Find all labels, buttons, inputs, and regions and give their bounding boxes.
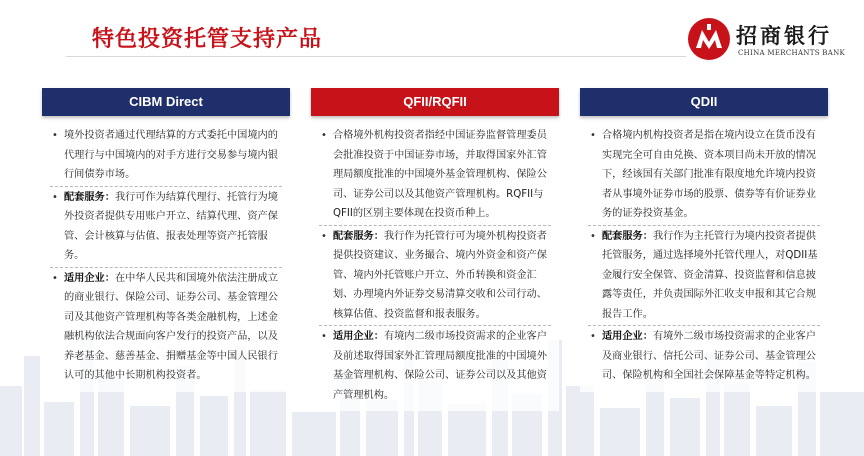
column-body — [311, 122, 559, 411]
bullet-dot-icon: • — [590, 331, 596, 342]
bullet-dot-icon: • — [321, 130, 327, 141]
bullet-dot-icon: • — [52, 130, 58, 141]
bullet-dot-icon: • — [590, 130, 596, 141]
dashed-divider — [319, 325, 551, 326]
bullet-item: • 配套服务：我行作为主托管行为境内投资者提供托管服务，通过选择境外托管代理人，对QDII基金履行安全保管、资金清算、投资监督和信息披露等责任，并负责国际外汇收支申报和其它合规报告工作。 — [588, 227, 820, 325]
dashed-divider — [588, 225, 820, 226]
cmb-logo-icon — [686, 16, 732, 62]
bullet-item: • 合格境内机构投资者是指在境内设立在货币没有实现完全可自由兑换、资本项目尚未开放的情况下，经该国有关部门批准有限度地允许境内投资者从事境外证券市场的股票、债券等有价证券业务的证券投资基金。 — [588, 126, 820, 224]
bullet-item: • 配套服务：我行可作为结算代理行、托管行为境外投资者提供专用账户开立、结算代理、资产保管、会计核算与估值、报表处理等资产托管服务。 — [50, 188, 282, 266]
column-qdii — [580, 88, 828, 392]
column-body — [580, 122, 828, 392]
bank-logo — [686, 16, 856, 66]
dashed-divider — [319, 225, 551, 226]
column-body — [42, 122, 290, 392]
dashed-divider — [588, 325, 820, 326]
dashed-divider — [50, 186, 282, 187]
bullet-dot-icon: • — [52, 191, 58, 203]
bullet-item: • 境外投资者通过代理结算的方式委托中国境内的代理行与中国境内的对手方进行交易参与境内银行间债券市场。 — [50, 126, 282, 185]
bullet-item: • 适用企业：在中华人民共和国境外依法注册成立的商业银行、保险公司、证券公司、基金管理公司及其他资产管理机构等各类金融机构，上述金融机构依法合规面向客户发行的投资产品，以及养老基金、慈善基金、捐赠基金等中国人民银行认可的其他中长期机构投资者。 — [50, 269, 282, 386]
bullet-dot-icon: • — [52, 272, 58, 284]
dashed-divider — [50, 267, 282, 268]
bullet-dot-icon: • — [321, 331, 327, 342]
page-title: 特色投资托管支持产品 — [92, 27, 323, 52]
column-header: CIBM Direct — [42, 88, 290, 116]
column-qfii-rqfii — [311, 88, 559, 411]
column-header: QFII/RQFII — [311, 88, 559, 116]
bullet-item: • 配套服务：我行作为托管行可为境外机构投资者提供投资建议、业务撮合、境内外资金和资产保管、境内外托管账户开立、外币转换和资金汇划、办理境内外证券交易清算交收和公司行动、核算估值、投资监督和报表服务。 — [319, 227, 551, 325]
logo-english-name: CHINA MERCHANTS BANK — [738, 49, 846, 57]
bullet-item: • 合格境外机构投资者指经中国证券监督管理委员会批准投资于中国证券市场，并取得国家外汇管理局额度批准的中国境外基金管理机构、保险公司、证券公司以及其他资产管理机构。RQFII与QFII的区别主要体现在投资币种上。 — [319, 126, 551, 224]
bullet-dot-icon: • — [321, 230, 327, 242]
bullet-item: • 适用企业：有境外二级市场投资需求的企业客户及商业银行、信托公司、证券公司、基金管理公司、保险机构和全国社会保障基金等特定机构。 — [588, 327, 820, 386]
logo-chinese-name: 招商银行 — [736, 24, 832, 48]
bullet-item: • 适用企业：有境内二级市场投资需求的企业客户及前述取得国家外汇管理局额度批准的中国境外基金管理机构、保险公司、证券公司以及其他资产管理机构。 — [319, 327, 551, 405]
column-cibm-direct — [42, 88, 290, 392]
bullet-dot-icon: • — [590, 230, 596, 242]
column-header: QDII — [580, 88, 828, 116]
title-divider — [66, 56, 686, 57]
